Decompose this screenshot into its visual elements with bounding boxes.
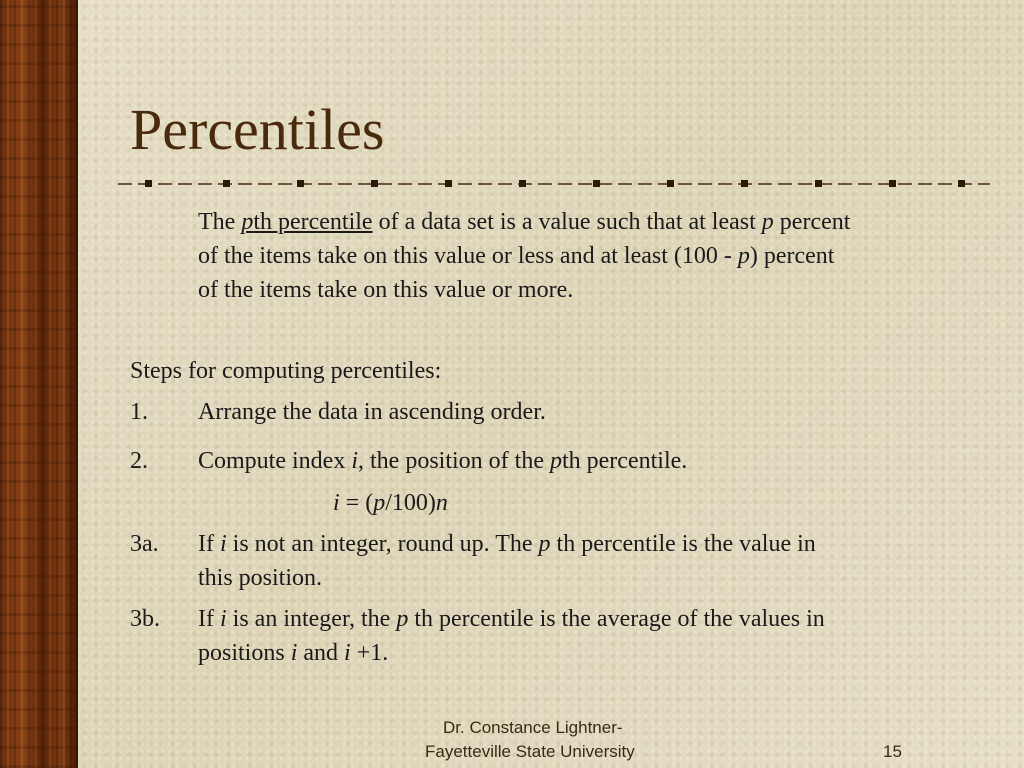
step-3b-line-1: If i is an integer, the p th percentile is the average of the values in <box>198 606 825 632</box>
step-1-number: 1. <box>130 399 148 425</box>
defined-term: pth percentile <box>241 209 373 235</box>
step-2-number: 2. <box>130 448 148 474</box>
decorative-divider <box>118 176 990 192</box>
definition-line-1: The pth percentile of a data set is a value such that at least p percent <box>198 209 851 235</box>
step-2-text: Compute index i, the position of the pth percentile. <box>198 448 688 474</box>
step-1-text: Arrange the data in ascending order. <box>198 399 546 425</box>
definition-line-2: of the items take on this value or less and at least (100 - p) percent <box>198 243 835 269</box>
step-3a-line-1: If i is not an integer, round up. The p th percentile is the value in <box>198 531 816 557</box>
step-3b-number: 3b. <box>130 606 160 632</box>
step-3b-line-2: positions i and i +1. <box>198 640 389 666</box>
slide-number: 15 <box>883 742 902 761</box>
wood-border <box>0 0 78 768</box>
steps-heading: Steps for computing percentiles: <box>130 358 442 384</box>
index-formula: i = (p/100)n <box>333 490 448 516</box>
step-3a-line-2: this position. <box>198 565 323 591</box>
definition-line-3: of the items take on this value or more. <box>198 277 574 303</box>
slide-title: Percentiles <box>130 97 385 162</box>
footer-author-line-1: Dr. Constance Lightner- <box>443 718 623 737</box>
step-3a-number: 3a. <box>130 531 159 557</box>
footer-author-line-2: Fayetteville State University <box>425 742 635 761</box>
